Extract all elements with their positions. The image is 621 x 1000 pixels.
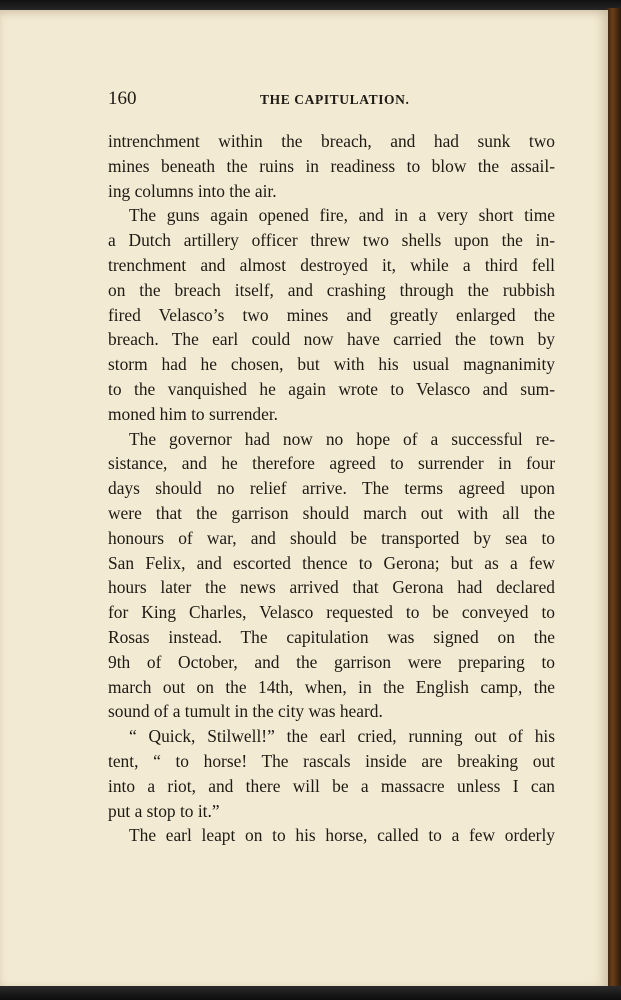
text-line: 9th of October, and the garrison were preparing to [108, 651, 555, 672]
text-line: put a stop to it.” [108, 800, 220, 821]
text-line: The earl leapt on to his horse, called to a few orderly [129, 825, 555, 846]
text-line: honours of war, and should be transported by sea to [108, 527, 555, 548]
text-line: The guns again opened fire, and in a very short time [129, 205, 555, 226]
text-line: for King Charles, Velasco requested to be conveyed to [108, 602, 555, 623]
text-line: march out on the 14th, when, in the English camp, the [108, 676, 555, 697]
book-page [0, 10, 608, 988]
text-line: tent, “ to horse! The rascals inside are breaking out [108, 750, 555, 771]
text-line: The governor had now no hope of a successful re- [129, 428, 555, 449]
body-text [108, 129, 555, 848]
text-line: a Dutch artillery officer threw two shells upon the in- [108, 230, 555, 251]
text-line: trenchment and almost destroyed it, while a third fell [108, 254, 555, 275]
text-line: hours later the news arrived that Gerona had declared [108, 577, 555, 598]
text-line: were that the garrison should march out with all the [108, 502, 555, 523]
text-line: San Felix, and escorted thence to Gerona; but as a few [108, 552, 555, 573]
scan-bottom-edge [0, 986, 621, 1000]
text-line: sistance, and he therefore agreed to surrender in four [108, 453, 555, 474]
text-line: moned him to surrender. [108, 403, 279, 424]
text-line: “ Quick, Stilwell!” the earl cried, running out of his [129, 726, 555, 747]
text-line: on the breach itself, and crashing through the rubbish [108, 279, 555, 300]
text-line: into a riot, and there will be a massacre unless I can [108, 775, 555, 796]
running-head [108, 88, 555, 112]
running-title: THE CAPITULATION. [260, 92, 410, 107]
text-line: days should no relief arrive. The terms agreed upon [108, 478, 555, 499]
page-number: 160 [108, 88, 137, 109]
text-line: ing columns into the air. [108, 180, 277, 201]
text-line: intrenchment within the breach, and had sunk two [108, 131, 555, 151]
text-line: Rosas instead. The capitulation was signed on the [108, 626, 555, 647]
text-line: sound of a tumult in the city was heard. [108, 701, 383, 722]
text-line: mines beneath the ruins in readiness to blow the assail- [108, 155, 555, 176]
text-line: breach. The earl could now have carried the town by [108, 329, 555, 350]
book-cover-edge [607, 8, 621, 988]
text-line: to the vanquished he again wrote to Velasco and sum- [108, 378, 555, 399]
text-line: storm had he chosen, but with his usual magnanimity [108, 354, 555, 375]
text-line: fired Velasco’s two mines and greatly enlarged the [108, 304, 555, 325]
